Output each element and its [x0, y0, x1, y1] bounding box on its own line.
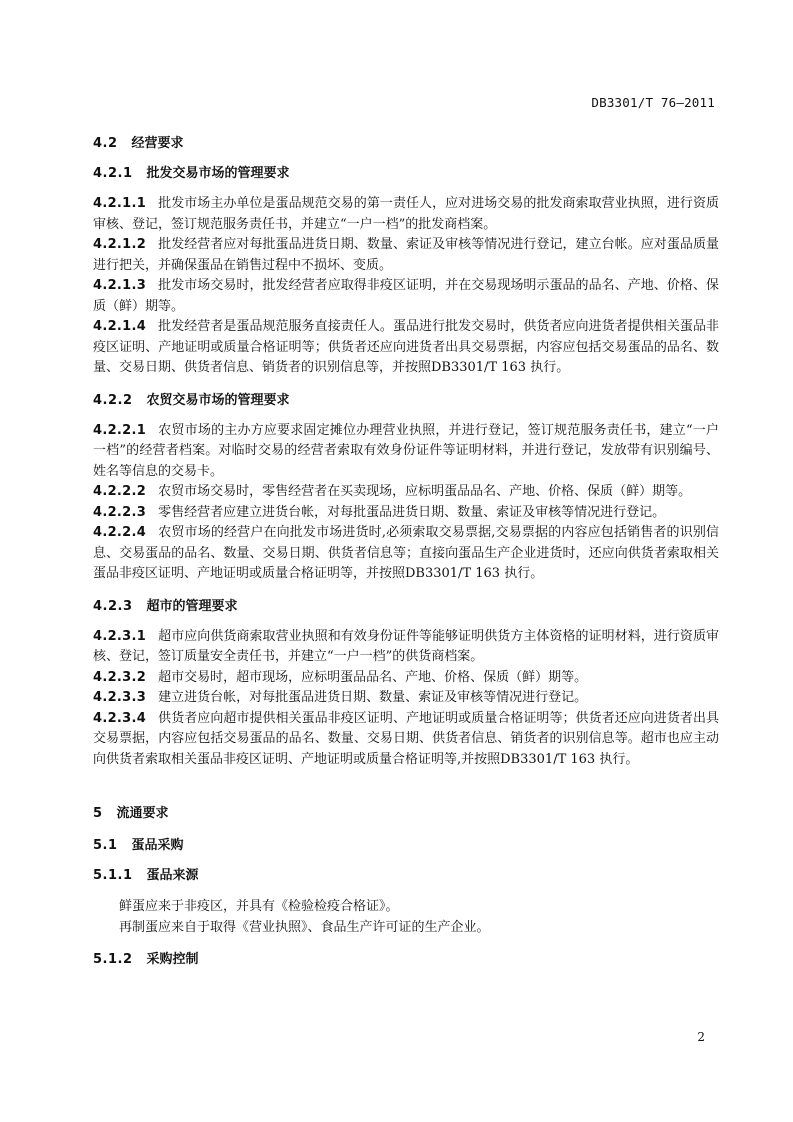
- section-title: 流通要求: [116, 806, 169, 821]
- egg-source-line: 再制蛋应来自于取得《营业执照》、食品生产许可证的生产企业。: [119, 920, 490, 935]
- section-4-2-heading: [93, 134, 719, 154]
- clause-number: 4.2.3.1: [93, 628, 147, 644]
- clause-text: 超市应向供货商索取营业执照和有效身份证件等能够证明供货方主体资格的证明材料，进行资质审核、登记，签订质量安全责任书，并建立“一户一档”的供货商档案。: [93, 628, 719, 664]
- clause-text: 批发市场主办单位是蛋品规范交易的第一责任人，应对进场交易的批发商索取营业执照，进行资质审核、登记，签订规范服务责任书，并建立“一户一档”的批发商档案。: [93, 196, 719, 232]
- clause-4-2-1-4: [93, 317, 719, 379]
- clause-text: 供货者应向超市提供相关蛋品非疫区证明、产地证明或质量合格证明等；供货者还应向进货者出具交易票据，内容应包括交易蛋品的品名、数量、交易日期、供货者信息、销货者的识别信息等。超市也应主动向供货者索取相关蛋品非疫区证明、产地证明或质量合格证明等,并按照DB3301/T 163 执行。: [93, 710, 719, 767]
- clause-4-2-3-1: [93, 627, 719, 668]
- clause-4-2-2-3: [93, 503, 719, 524]
- clause-number: 4.2.1.4: [93, 319, 147, 334]
- section-5-1-heading: [93, 836, 719, 856]
- clause-4-2-2-4: [93, 523, 719, 585]
- section-title: 批发交易市场的管理要求: [146, 166, 290, 181]
- clause-text: 农贸市场交易时，零售经营者在买卖现场，应标明蛋品品名、产地、价格、保质（鲜）期等。: [158, 484, 692, 499]
- section-number: 5.1.2: [93, 952, 133, 967]
- clause-text: 农贸市场的经营户在向批发市场进货时,必须索取交易票据,交易票据的内容应包括销售者的识别信息、交易蛋品的品名、数量、交易日期、供货者信息等；直接向蛋品生产企业进货时，还应向供货者索取相关蛋品非疫区证明、产地证明或质量合格证明等，并按照DB3301/T 163 执行。: [93, 525, 719, 581]
- clause-number: 4.2.2.2: [93, 484, 147, 499]
- clause-number: 4.2.2.4: [93, 525, 147, 540]
- clause-number: 4.2.2.1: [93, 422, 147, 438]
- clause-4-2-2-2: [93, 482, 719, 503]
- section-5-heading: [93, 804, 719, 824]
- clause-4-2-2-1: [93, 421, 719, 483]
- section-title: 农贸交易市场的管理要求: [146, 392, 290, 408]
- section-number: 5.1: [93, 838, 118, 853]
- document-code: DB3301/T 76—2011: [591, 95, 715, 110]
- section-number: 4.2.2: [93, 392, 133, 408]
- clause-text: 批发经营者是蛋品规范服务直接责任人。蛋品进行批发交易时，供货者应向进货者提供相关蛋品非疫区证明、产地证明或质量合格证明等；供货者还应向进货者出具交易票据，内容应包括交易蛋品的品名、数量、交易日期、供货者信息、销货者的识别信息等，并按照DB3301/T 163 执行。: [93, 319, 719, 375]
- clause-number: 4.2.1.3: [93, 278, 147, 293]
- section-title: 经营要求: [131, 136, 184, 151]
- clause-number: 4.2.3.2: [93, 669, 147, 685]
- section-4-2-1-heading: [93, 164, 719, 184]
- clause-4-2-3-4: [93, 709, 719, 771]
- clause-4-2-1-2: [93, 235, 719, 276]
- section-number: 4.2.3: [93, 598, 133, 614]
- clause-number: 4.2.3.4: [93, 710, 147, 726]
- clause-text: 批发市场交易时，批发经营者应取得非疫区证明，并在交易现场明示蛋品的品名、产地、价格、保质（鲜）期等。: [93, 278, 719, 314]
- section-title: 采购控制: [146, 952, 199, 967]
- section-4-2-2-heading: [93, 391, 719, 411]
- section-5-1-1-heading: [93, 866, 719, 886]
- section-number: 4.2: [93, 136, 118, 151]
- clause-number: 4.2.2.3: [93, 504, 147, 520]
- clause-text: 建立进货台帐，对每批蛋品进货日期、数量、索证及审核等情况进行登记。: [158, 690, 588, 705]
- page-number: 2: [697, 1030, 705, 1044]
- clause-text: 零售经营者应建立进货台帐，对每批蛋品进货日期、数量、索证及审核等情况进行登记。: [158, 504, 666, 520]
- section-title: 蛋品采购: [131, 838, 184, 853]
- clause-4-2-1-1: [93, 194, 719, 235]
- section-number: 5.1.1: [93, 868, 133, 883]
- egg-source-line: 鲜蛋应来于非疫区，并具有《检验检疫合格证》。: [119, 899, 399, 914]
- section-4-2-3-heading: [93, 597, 719, 617]
- section-5-1-2-heading: [93, 950, 719, 970]
- clause-text: 超市交易时，超市现场，应标明蛋品品名、产地、价格、保质（鲜）期等。: [158, 669, 588, 685]
- clause-text: 农贸市场的主办方应要求固定摊位办理营业执照，并进行登记，签订规范服务责任书，建立“一户一档”的经营者档案。对临时交易的经营者索取有效身份证件等证明材料，并进行登记，发放带有识别编号、姓名等信息的交易卡。: [93, 422, 719, 479]
- clause-number: 4.2.1.2: [93, 237, 147, 252]
- document-body: [93, 128, 719, 980]
- clause-number: 4.2.1.1: [93, 196, 147, 211]
- section-title: 超市的管理要求: [146, 598, 238, 614]
- clause-4-2-1-3: [93, 276, 719, 317]
- section-number: 4.2.1: [93, 166, 133, 181]
- section-number: 5: [93, 806, 103, 821]
- clause-number: 4.2.3.3: [93, 690, 147, 705]
- clause-4-2-3-3: [93, 688, 719, 709]
- clause-4-2-3-2: [93, 668, 719, 689]
- section-title: 蛋品来源: [146, 868, 199, 883]
- clause-text: 批发经营者应对每批蛋品进货日期、数量、索证及审核等情况进行登记，建立台帐。应对蛋品质量进行把关，并确保蛋品在销售过程中不损坏、变质。: [93, 237, 719, 273]
